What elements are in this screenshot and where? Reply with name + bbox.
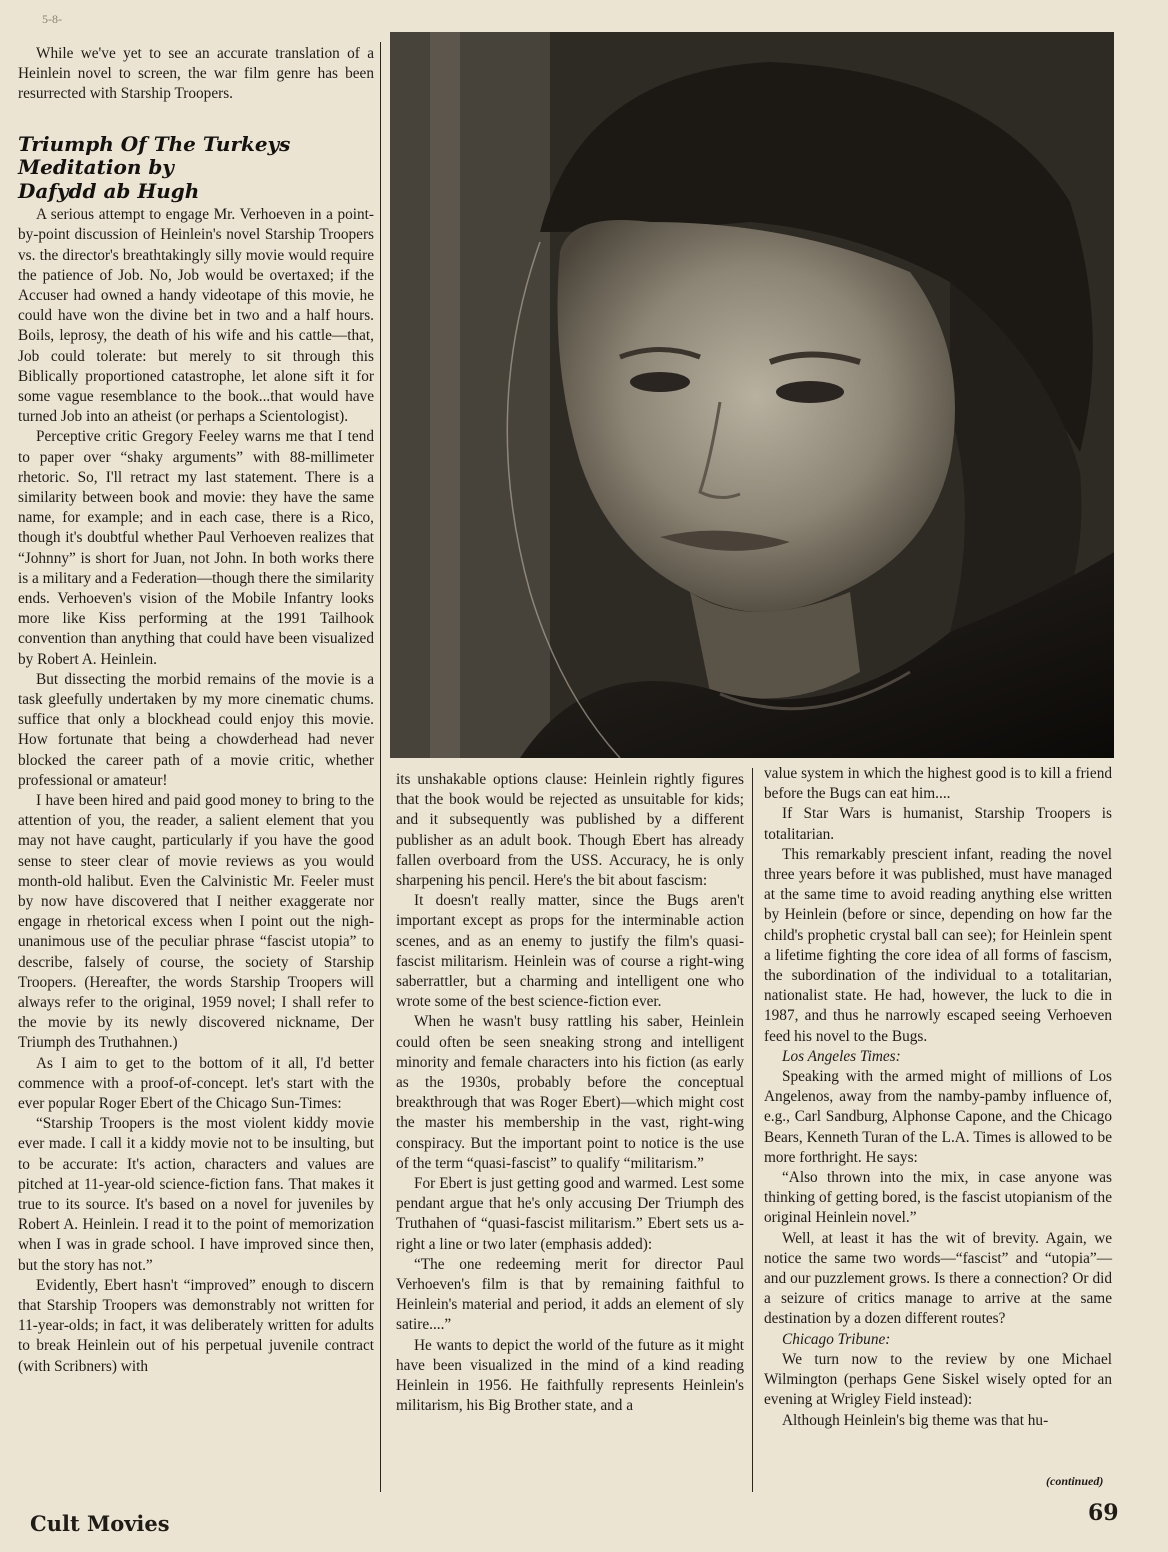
continued-note: (continued) xyxy=(1046,1474,1104,1488)
column-right xyxy=(764,764,1112,1431)
paragraph: As I aim to get to the bottom of it all, I'd better commence with a proof-of-concept. let's start with the ever popular Roger Ebert of the Chicago Sun-Times: xyxy=(18,1054,374,1113)
paragraph: We turn now to the review by one Michael Wilmington (perhaps Gene Siskel wisely opted for an evening at Wrigley Field instead): xyxy=(764,1350,1112,1409)
photo-illustration xyxy=(390,32,1114,758)
magazine-title: Cult Movies xyxy=(30,1511,170,1536)
actress-photo xyxy=(390,32,1114,758)
paragraph: Speaking with the armed might of millions of Los Angelenos, away from the namby-pamby influence of, e.g., Carl Sandburg, Alphonse Capone, and the Chicago Bears, Kenneth Turan of the L.A. Times is allowed to be more forthright. He says: xyxy=(764,1068,1112,1166)
paragraph: This remarkably prescient infant, reading the novel three years before it was published, must have managed at the same time to avoid reading anything else written by Heinlein (before or since, depending on how far the child's prophetic crystal ball can see); for Heinlein spent a lifetime fighting the core idea of all forms of fascism, the subordination of the individual to a totalitarian, nationalist state. He had, however, the luck to die in 1987, and thus he narrowly escaped seeing Verhoeven feed his novel to the Bugs. xyxy=(764,845,1112,1045)
page-number: 69 xyxy=(1088,1500,1119,1526)
quote-paragraph: If Star Wars is humanist, Starship Troopers is totalitarian. xyxy=(764,805,1112,843)
source-label-chicago-tribune: Chicago Tribune: xyxy=(782,1330,891,1348)
quote-paragraph: “Also thrown into the mix, in case anyone was thinking of getting bored, is the fascist utopianism of the original Heinlein novel.” xyxy=(764,1169,1112,1227)
paragraph: For Ebert is just getting good and warmed. Lest some pendant argue that he's only accusing Der Triumph des Truthahen of “quasi-fascist militarism.” Ebert sets us a-right a line or two later (emphasis added): xyxy=(396,1175,744,1253)
paragraph: Although Heinlein's big theme was that hu- xyxy=(782,1411,1049,1429)
paragraph: But dissecting the morbid remains of the movie is a task gleefully undertaken by my more cinematic chums. suffice that only a blockhead could enjoy this movie. How fortunate that being a chowderhead had never blocked the career path of a movie critic, whether professional or amateur! xyxy=(18,670,374,789)
headline-line-3: Dafydd ab Hugh xyxy=(18,178,200,203)
quote-paragraph: He wants to depict the world of the future as it might have been visualized in the mind of a kind reading Heinlein in 1956. He faithfully represents Heinlein's militarism, his Big Brother state, and a xyxy=(396,1336,744,1415)
paragraph: When he wasn't busy rattling his saber, Heinlein could often be seen sneaking strong and intelligent minority and female characters into his fiction (as early as the 1930s, probably before the conceptual breakthrough that was Roger Ebert)—which might cost the master his membership in the vast, right-wing conspiracy. But the important point to notice is the use of the term “quasi-fascist” to qualify “militarism.” xyxy=(396,1013,744,1172)
column-rule-right xyxy=(752,768,753,1492)
article-headline xyxy=(18,133,374,204)
headline-line-2: Meditation by xyxy=(18,155,174,180)
column-rule-left xyxy=(380,42,381,1492)
quote-paragraph: It doesn't really matter, since the Bugs aren't important except as props for the interminable action scenes, and as an enemy to justify the film's quasi-fascist militarism. Heinlein was of course a right-wing saberrattler, but a charming and intelligent one who wrote some of the best science-fiction ever. xyxy=(396,892,744,1011)
quote-paragraph: value system in which the highest good is to kill a friend before the Bugs can eat him.... xyxy=(764,765,1112,803)
handwritten-scribble: 5-8- xyxy=(42,12,62,26)
column-middle xyxy=(396,770,744,1417)
paragraph: I have been hired and paid good money to bring to the attention of you, the reader, a salient element that you may not have caught, particularly if you have the good sense to steer clear of movie reviews as you would month-old halibut. Even the Calvinistic Mr. Feeler must by now have discovered that I neither exaggerate nor engage in rhetorical excess when I point out the nigh-unanimous use of the peculiar phrase “fascist utopia” to describe, falsely of course, the society of Starship Troopers. (Hereafter, the words Starship Troopers will always refer to the original, 1959 novel; I shall refer to the movie by its newly discovered nickname, Der Triumph des Truthahnen.) xyxy=(18,792,374,1052)
paragraph: Perceptive critic Gregory Feeley warns me that I tend to paper over “shaky arguments” with 88-millimeter rhetoric. So, I'll retract my last statement. There is a similarity between book and movie: they have the same name, for example; and in each case, there is a Rico, though it's doubtful whether Paul Verhoeven realizes that “Johnny” is short for Juan, not John. In both works there is a military and a Federation—though there the similarity ends. Verhoeven's vision of the Mobile Infantry looks more like Kiss performing at the 1991 Tailhook convention than anything that could have been visualized by Robert A. Heinlein. xyxy=(18,428,374,668)
intro-paragraph: While we've yet to see an accurate translation of a Heinlein novel to screen, the war film genre has been resurrected with Starship Troopers. xyxy=(18,45,374,103)
paragraph: A serious attempt to engage Mr. Verhoeven in a point-by-point discussion of Heinlein's novel Starship Troopers vs. the director's breathtakingly silly movie would require the patience of Job. No, Job would be overtaxed; if the Accuser had owned a handy videotape of this movie, he could have won the divine bet in two and a half hours. Boils, leprosy, the death of his wife and his cattle—that, Job could tolerate: but merely to sit through this Biblically proportioned catastrophe, let alone sift it for some vague resemblance to the book...that would have turned Job into an atheist (or perhaps a Scientologist). xyxy=(18,206,374,426)
quote-paragraph: “The one redeeming merit for director Paul Verhoeven's film is that by remaining faithful to Heinlein's material and period, it adds an element of sly satire....” xyxy=(396,1255,744,1334)
paragraph: Well, at least it has the wit of brevity. Again, we notice the same two words—“fascist” and “utopia”—and our puzzlement grows. Is there a connection? Or did a seizure of critics manage to arrive at the same destination by a dozen different routes? xyxy=(764,1229,1112,1328)
paragraph: Evidently, Ebert hasn't “improved” enough to discern that Starship Troopers was demonstrably not written for 11-year-olds; in fact, it was deliberately written for adults to break Heinlein out of his perpetual juvenile contract (with Scribners) with xyxy=(18,1276,374,1375)
quote-paragraph: “Starship Troopers is the most violent kiddy movie ever made. I call it a kiddy movie not to be insulting, but to be accurate: It's action, characters and values are pitched at 11-year-old science-fiction fans. That makes it true to its source. It's based on a novel for juveniles by Robert A. Heinlein. I read it to the point of memorization when I was in grade school. I have improved since then, but the story has not.” xyxy=(18,1115,374,1274)
source-label-la-times: Los Angeles Times: xyxy=(782,1047,901,1065)
headline-line-1: Triumph Of The Turkeys xyxy=(18,131,291,156)
column-left xyxy=(18,44,374,1377)
paragraph: its unshakable options clause: Heinlein rightly figures that the book would be rejected as unsuitable for kids; and it subsequently was published by a different publisher as an adult book. Though Ebert has already fallen overboard from the USS. Accuracy, he is only sharpening his pencil. Here's the bit about fascism: xyxy=(396,771,744,890)
